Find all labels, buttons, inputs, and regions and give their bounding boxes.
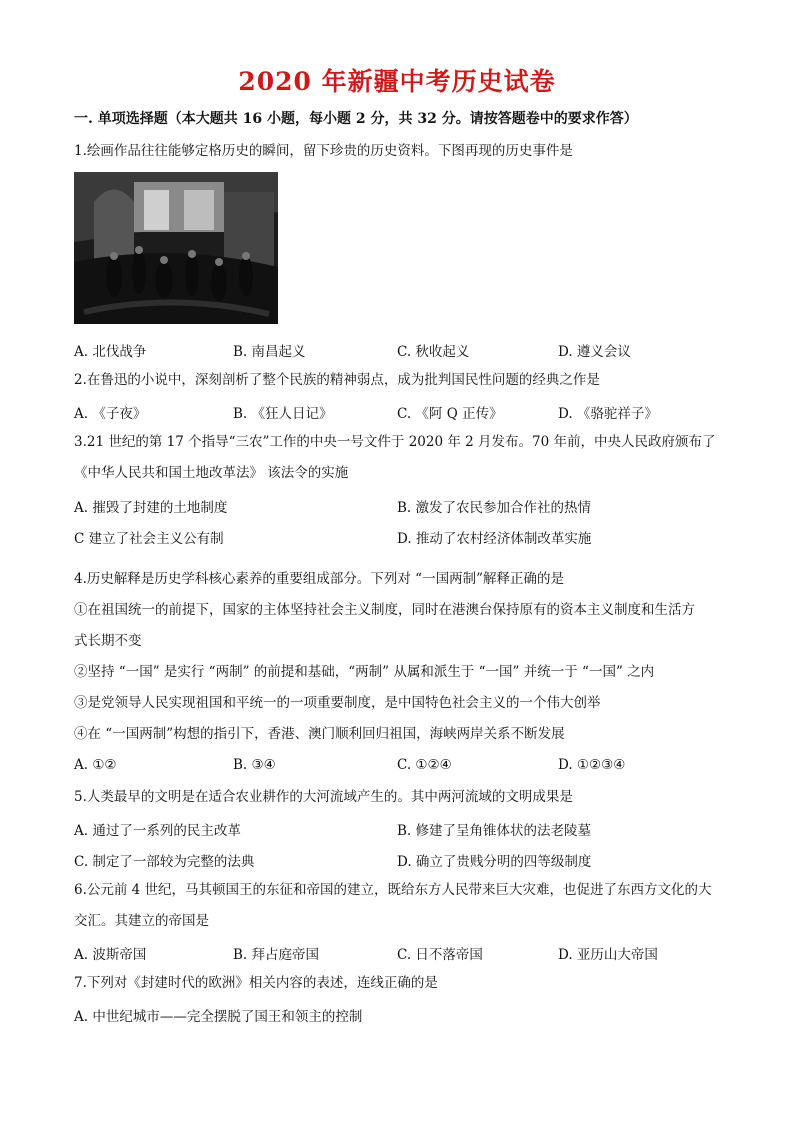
q3-option-d: D. 推动了农村经济体制改革实施 xyxy=(397,531,592,547)
q4-option-d: D. ①②③④ xyxy=(558,757,626,773)
question-1-stem: 1.绘画作品往往能够定格历史的瞬间，留下珍贵的历史资料。下图再现的历史事件是 xyxy=(74,143,573,159)
question-4-item-3: ③是党领导人民实现祖国和平统一的一项重要制度，是中国特色社会主义的一个伟大创举 xyxy=(74,695,601,711)
q1-option-d: D. 遵义会议 xyxy=(558,344,631,360)
q4-option-a: A. ①② xyxy=(74,757,117,773)
painting-illustration xyxy=(74,172,278,324)
question-4-item-2: ②坚持 “一国” 是实行 “两制” 的前提和基础，“两制” 从属和派生于 “一国” 并统一于 “一国” 之内 xyxy=(74,664,655,680)
page-title: 2020 年新疆中考历史试卷 xyxy=(238,67,556,96)
question-4-item-4: ④在 “一国两制”构想的指引下，香港、澳门顺利回归祖国，海峡两岸关系不断发展 xyxy=(74,726,565,742)
q2-option-d: D. 《骆驼祥子》 xyxy=(558,406,658,422)
question-4-item-1-line-2: 式长期不变 xyxy=(74,633,142,649)
question-5-stem: 5.人类最早的文明是在适合农业耕作的大河流域产生的。其中两河流域的文明成果是 xyxy=(74,789,573,805)
q5-option-d: D. 确立了贵贱分明的四等级制度 xyxy=(397,854,592,870)
q5-option-b: B. 修建了呈角锥体状的法老陵墓 xyxy=(397,823,592,839)
q3-option-a: A. 摧毁了封建的土地制度 xyxy=(74,500,228,516)
q3-option-b: B. 激发了农民参加合作社的热情 xyxy=(397,500,592,516)
q4-option-c: C. ①②④ xyxy=(397,757,452,773)
question-6-stem-line-1: 6.公元前 4 世纪，马其顿国王的东征和帝国的建立，既给东方人民带来巨大灾难，也促进了东西方文化的大 xyxy=(74,882,712,898)
question-2-stem: 2.在鲁迅的小说中，深刻剖析了整个民族的精神弱点，成为批判国民性问题的经典之作是 xyxy=(74,372,600,388)
q6-option-a: A. 波斯帝国 xyxy=(74,947,147,963)
q4-option-b: B. ③④ xyxy=(233,757,276,773)
q6-option-c: C. 日不落帝国 xyxy=(397,947,483,963)
q1-option-c: C. 秋收起义 xyxy=(397,344,470,360)
q2-option-a: A. 《子夜》 xyxy=(74,406,147,422)
q7-option-a: A. 中世纪城市——完全摆脱了国王和领主的控制 xyxy=(74,1009,363,1025)
q2-option-b: B. 《狂人日记》 xyxy=(233,406,333,422)
q5-option-a: A. 通过了一系列的民主改革 xyxy=(74,823,241,839)
q2-option-c: C. 《阿 Q 正传》 xyxy=(397,406,503,422)
question-3-stem-line-2: 《中华人民共和国土地改革法》 该法令的实施 xyxy=(74,465,349,481)
q6-option-d: D. 亚历山大帝国 xyxy=(558,947,658,963)
q1-option-b: B. 南昌起义 xyxy=(233,344,306,360)
section-heading: 一. 单项选择题（本大题共 16 小题，每小题 2 分，共 32 分。请按答题卷中的要求作答） xyxy=(74,111,638,127)
historical-painting-image xyxy=(74,172,278,324)
q6-option-b: B. 拜占庭帝国 xyxy=(233,947,320,963)
question-4-stem: 4.历史解释是历史学科核心素养的重要组成部分。下列对 “一国两制”解释正确的是 xyxy=(74,571,564,587)
question-4-item-1-line-1: ①在祖国统一的前提下，国家的主体坚持社会主义制度，同时在港澳台保持原有的资本主义制度和生活方 xyxy=(74,602,695,618)
q1-option-a: A. 北伐战争 xyxy=(74,344,147,360)
question-6-stem-line-2: 交汇。其建立的帝国是 xyxy=(74,913,209,929)
question-3-stem-line-1: 3.21 世纪的第 17 个指导“三农”工作的中央一号文件于 2020 年 2 月发布。70 年前，中央人民政府颁布了 xyxy=(74,434,716,450)
question-7-stem: 7.下列对《封建时代的欧洲》相关内容的表述，连线正确的是 xyxy=(74,975,438,991)
q5-option-c: C. 制定了一部较为完整的法典 xyxy=(74,854,255,870)
q3-option-c: C 建立了社会主义公有制 xyxy=(74,531,224,547)
